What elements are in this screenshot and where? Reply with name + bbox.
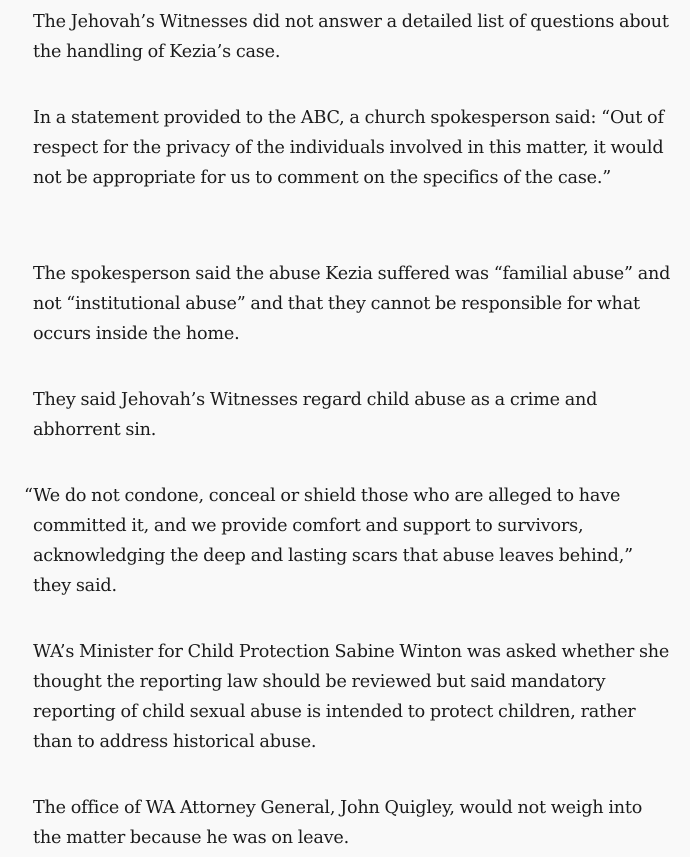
paragraph-familial-abuse: The spokesperson said the abuse Kezia suffered was “familial abuse” and not “institutional abuse” and that they cannot be responsible for what occurs inside the home. xyxy=(33,264,671,344)
paragraph-no-answer: The Jehovah’s Witnesses did not answer a detailed list of questions about the handling of Kezia’s case. xyxy=(33,12,669,62)
paragraph-crime-and-sin: They said Jehovah’s Witnesses regard child abuse as a crime and abhorrent sin. xyxy=(33,390,598,440)
paragraph-attorney-general: The office of WA Attorney General, John Quigley, would not weigh into the matter because he was on leave. xyxy=(33,798,643,848)
paragraph-church-statement: In a statement provided to the ABC, a church spokesperson said: “Out of respect for the privacy of the individuals involved in this matter, it would not be appropriate for us to comment on the specifics of the case.” xyxy=(33,108,664,188)
paragraph-spokesperson-quote: “We do not condone, conceal or shield those who are alleged to have committed it, and we provide comfort and support to survivors, acknowledging the deep and lasting scars that abuse leaves behind,” they said. xyxy=(24,486,633,596)
paragraph-minister-winton: WA’s Minister for Child Protection Sabine Winton was asked whether she thought the reporting law should be reviewed but said mandatory reporting of child sexual abuse is intended to protect children, rather than to address historical abuse. xyxy=(33,642,670,752)
